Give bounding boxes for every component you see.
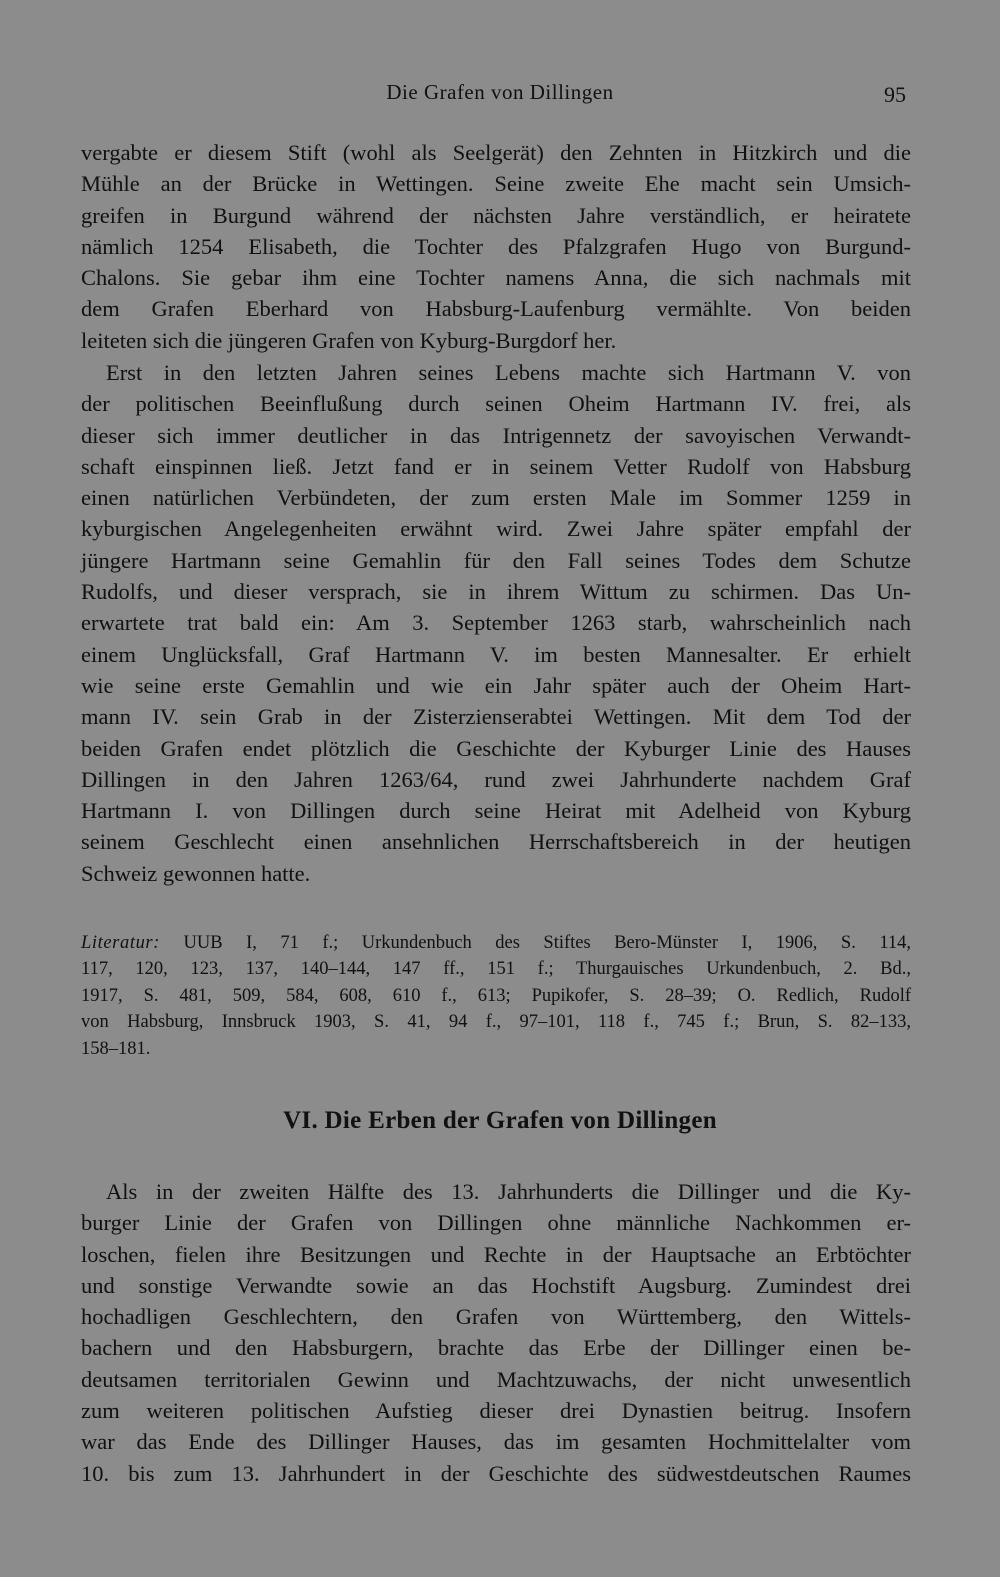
text-line: erwartete trat bald ein: Am 3. September 1263 starb, wahrscheinlich nach bbox=[81, 610, 911, 636]
text-line: vergabte er diesem Stift (wohl als Seelgerät) den Zehnten in Hitzkirch und die bbox=[81, 140, 911, 165]
text-line: war das Ende des Dillinger Hauses, das im gesamten Hochmittelalter vom bbox=[81, 1429, 911, 1455]
text-line: beiden Grafen endet plötzlich die Geschichte der Kyburger Linie des Hauses bbox=[81, 735, 911, 761]
text-line: Schweiz gewonnen hatte. bbox=[81, 860, 311, 886]
text-line: mann IV. sein Grab in der Zisterzienserabtei Wettingen. Mit dem Tod der bbox=[81, 704, 911, 730]
text-line: und sonstige Verwandte sowie an das Hochstift Augsburg. Zumindest drei bbox=[81, 1272, 911, 1298]
text-line: einen natürlichen Verbündeten, der zum ersten Male im Sommer 1259 in bbox=[81, 485, 911, 511]
literature-text: UUB I, 71 f.; Urkundenbuch des Stiftes Bero-Münster I, 1906, S. 114, bbox=[183, 933, 912, 953]
literature-line: 1917, S. 481, 509, 584, 608, 610 f., 613; Pupikofer, S. 28–39; O. Redlich, Rudolf bbox=[81, 985, 911, 1006]
literature-line: von Habsburg, Innsbruck 1903, S. 41, 94 f., 97–101, 118 f., 745 f.; Brun, S. 82–133, bbox=[81, 1012, 911, 1033]
text-line: Hartmann I. von Dillingen durch seine Heirat mit Adelheid von Kyburg bbox=[81, 798, 911, 824]
page-number: 95 bbox=[884, 82, 906, 107]
text-line: Chalons. Sie gebar ihm eine Tochter namens Anna, die sich nachmals mit bbox=[81, 265, 911, 291]
text-line: burger Linie der Grafen von Dillingen ohne männliche Nachkommen er- bbox=[81, 1210, 911, 1236]
text-line: der politischen Beeinflußung durch seinen Oheim Hartmann IV. frei, als bbox=[81, 391, 911, 417]
paragraph-1 bbox=[81, 137, 911, 356]
text-line: Rudolfs, und dieser versprach, sie in ihrem Wittum zu schirmen. Das Un- bbox=[81, 579, 911, 605]
literature-line: 158–181. bbox=[81, 1038, 151, 1059]
text-line: wie seine erste Gemahlin und wie ein Jahr später auch der Oheim Hart- bbox=[81, 672, 911, 698]
text-line: einem Unglücksfall, Graf Hartmann V. im besten Mannesalter. Er erhielt bbox=[81, 641, 911, 667]
text-line: seinem Geschlecht einen ansehnlichen Herrschaftsbereich in der heutigen bbox=[81, 829, 911, 855]
text-line: hochadligen Geschlechtern, den Grafen von Württemberg, den Wittels- bbox=[81, 1304, 911, 1330]
literature-line: 117, 120, 123, 137, 140–144, 147 ff., 151 f.; Thurgauisches Urkundenbuch, 2. Bd., bbox=[81, 959, 911, 980]
text-line: Als in der zweiten Hälfte des 13. Jahrhunderts die Dillinger und die Ky- bbox=[106, 1179, 911, 1204]
text-line: Erst in den letzten Jahren seines Lebens machte sich Hartmann V. von bbox=[106, 360, 911, 385]
literature-label: Literatur: bbox=[81, 933, 160, 953]
text-line: dem Grafen Eberhard von Habsburg-Laufenburg vermählte. Von beiden bbox=[81, 296, 911, 322]
text-line: jüngere Hartmann seine Gemahlin für den Fall seines Todes dem Schutze bbox=[81, 547, 911, 573]
text-line: greifen in Burgund während der nächsten Jahre verständlich, er heiratete bbox=[81, 202, 911, 228]
text-line: zum weiteren politischen Aufstieg dieser drei Dynastien beitrug. Insofern bbox=[81, 1398, 911, 1424]
text-line: 10. bis zum 13. Jahrhundert in der Geschichte des südwestdeutschen Raumes bbox=[81, 1460, 911, 1486]
text-line: Mühle an der Brücke in Wettingen. Seine zweite Ehe macht sein Umsich- bbox=[81, 171, 911, 197]
paragraph-3 bbox=[81, 1176, 911, 1489]
literature-block bbox=[81, 930, 911, 1062]
text-line: nämlich 1254 Elisabeth, die Tochter des Pfalzgrafen Hugo von Burgund- bbox=[81, 233, 911, 259]
paragraph-2 bbox=[81, 357, 911, 889]
text-line: bachern und den Habsburgern, brachte das Erbe der Dillinger einen be- bbox=[81, 1335, 911, 1361]
text-line: deutsamen territorialen Gewinn und Machtzuwachs, der nicht unwesentlich bbox=[81, 1366, 911, 1392]
text-line: leiteten sich die jüngeren Grafen von Kyburg-Burgdorf her. bbox=[81, 327, 617, 353]
text-line: loschen, fielen ihre Besitzungen und Rechte in der Hauptsache an Erbtöchter bbox=[81, 1241, 911, 1267]
text-line: dieser sich immer deutlicher in das Intrigennetz der savoyischen Verwandt- bbox=[81, 422, 911, 448]
text-line: schaft einspinnen ließ. Jetzt fand er in seinem Vetter Rudolf von Habsburg bbox=[81, 453, 911, 479]
literature-line bbox=[81, 930, 911, 956]
running-title: Die Grafen von Dillingen bbox=[386, 80, 614, 104]
section-heading: VI. Die Erben der Grafen von Dillingen bbox=[283, 1107, 717, 1134]
text-line: Dillingen in den Jahren 1263/64, rund zwei Jahrhunderte nachdem Graf bbox=[81, 766, 911, 792]
text-line: kyburgischen Angelegenheiten erwähnt wird. Zwei Jahre später empfahl der bbox=[81, 516, 911, 542]
